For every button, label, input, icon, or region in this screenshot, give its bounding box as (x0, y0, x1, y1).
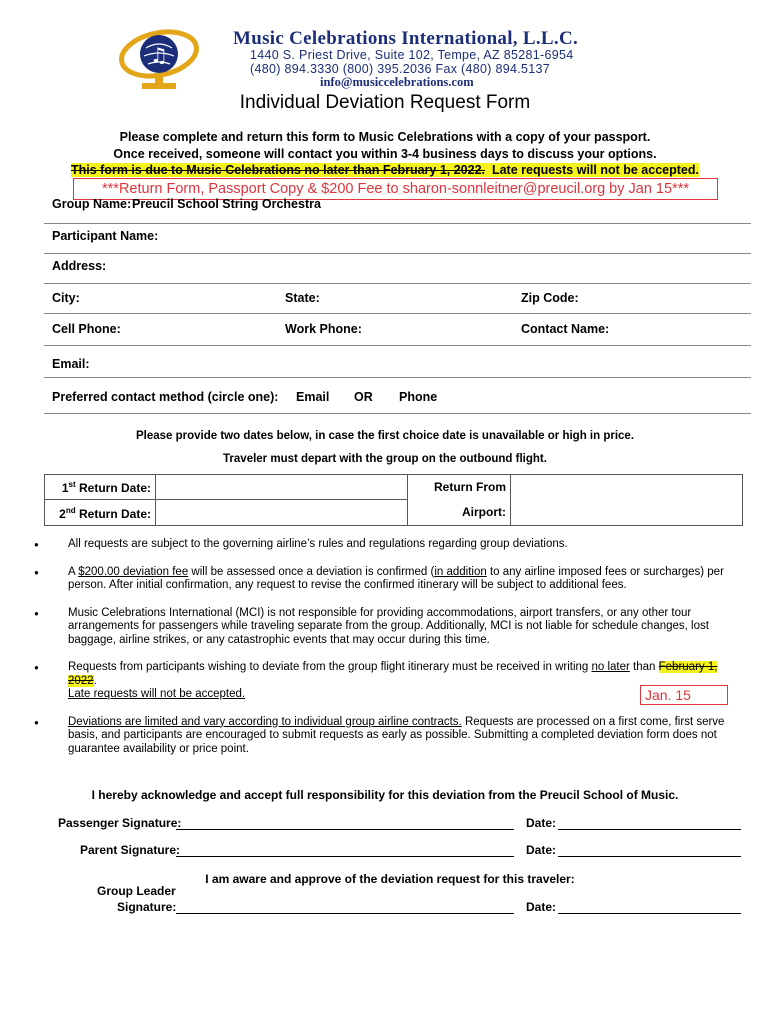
parent-date-label: Date: (526, 843, 557, 857)
group-leader-approval-text: I am aware and approve of the deviation request for this traveler: (205, 872, 575, 886)
first-return-date-input[interactable] (155, 475, 408, 500)
return-airport-input[interactable] (511, 475, 742, 525)
preferred-contact-row (44, 377, 751, 414)
terms-list (34, 538, 734, 756)
late-notice: Late requests will not be accepted. (491, 163, 699, 177)
state-label: State: (285, 291, 320, 305)
passenger-date-label: Date: (526, 816, 557, 830)
parent-signature-line[interactable] (176, 856, 514, 857)
participant-name-row[interactable] (44, 223, 751, 254)
contact-option-phone[interactable]: Phone (399, 390, 438, 404)
cell-phone-label: Cell Phone: (52, 322, 121, 336)
company-address: 1440 S. Priest Drive, Suite 102, Tempe, AZ 85281-6954 (250, 48, 574, 62)
intro-line-2: Once received, someone will contact you within 3-4 business days to discuss your options. (113, 147, 657, 161)
parent-signature-label: Parent Signature: (80, 843, 181, 857)
group-leader-date-line[interactable] (558, 913, 741, 914)
group-leader-label-2: Signature: (117, 900, 177, 914)
group-leader-signature-line[interactable] (176, 913, 514, 914)
phone-row[interactable] (44, 313, 751, 346)
address-row[interactable] (44, 253, 751, 284)
second-return-date-label: 2nd Return Date: (59, 506, 151, 521)
dates-intro-2: Traveler must depart with the group on the outbound flight. (223, 453, 547, 465)
return-from-label: Return From (434, 480, 506, 494)
parent-date-line[interactable] (558, 856, 741, 857)
due-date-struck: This form is due to Music Celebrations no later than February 1, 2022. (71, 163, 486, 177)
svg-text:♫: ♫ (150, 43, 168, 67)
address-label: Address: (52, 259, 107, 273)
due-date-notice (0, 163, 770, 177)
group-name-row[interactable] (44, 193, 751, 224)
intro-line-1: Please complete and return this form to Music Celebrations with a copy of your passport. (119, 130, 651, 144)
return-dates-table (44, 474, 743, 526)
passenger-signature-line[interactable] (176, 829, 514, 830)
passenger-signature-label: Passenger Signature: (58, 816, 182, 830)
term-mci-liability: ● Music Celebrations International (MCI) is not responsible for providing accommodations, airport transfers, or any other tour arrangements for passengers while traveling separate from the group. Additionally, MCI is not liable for schedule changes, lost baggage, airline strikes, or any catastrophic events that may occur during this time. (34, 607, 734, 648)
passenger-date-line[interactable] (558, 829, 741, 830)
city-row[interactable] (44, 283, 751, 314)
first-return-date-label: 1st Return Date: (61, 480, 151, 495)
email-label: Email: (52, 357, 90, 371)
return-instructions-annotation: ***Return Form, Passport Copy & $200 Fee to sharon-sonnleitner@preucil.org by Jan 15*** (73, 178, 718, 200)
deadline-annotation: Jan. 15 (640, 685, 728, 705)
work-phone-label: Work Phone: (285, 322, 362, 336)
globe-music-note-logo (118, 26, 200, 92)
email-row[interactable] (44, 345, 751, 378)
second-return-date-input[interactable] (155, 500, 408, 525)
airport-label: Airport: (462, 505, 506, 519)
preferred-contact-label: Preferred contact method (circle one): (52, 390, 279, 404)
company-name: Music Celebrations International, L.L.C. (233, 28, 579, 49)
participant-name-label: Participant Name: (52, 229, 159, 243)
company-phones: (480) 894.3330 (800) 395.2036 Fax (480) 894.5137 (250, 62, 551, 76)
zip-label: Zip Code: (521, 291, 579, 305)
company-email: info@musiccelebrations.com (320, 75, 474, 89)
dates-intro-1: Please provide two dates below, in case the first choice date is unavailable or high in price. (135, 430, 635, 442)
group-name-value: Preucil School String Orchestra (132, 197, 321, 211)
group-leader-date-label: Date: (526, 900, 557, 914)
contact-option-or: OR (354, 390, 373, 404)
term-airline-rules: ● All requests are subject to the governing airline’s rules and regulations regarding group deviations. (34, 538, 734, 552)
group-leader-label-1: Group Leader (97, 884, 176, 898)
form-title: Individual Deviation Request Form (239, 92, 531, 113)
contact-name-label: Contact Name: (521, 322, 610, 336)
term-deviation-fee: ● A $200.00 deviation fee will be assessed once a deviation is confirmed (in addition to any airline imposed fees or surcharges) per person. After initial confirmation, any request to revise the confirmed itinerary will be subject to additional fees. (34, 566, 734, 593)
term-airline-contracts: ● Deviations are limited and vary according to individual group airline contracts. Requests are processed on a first come, first serve basis, and participants are encouraged to submit requests as early as possible. Submitting a completed deviation form does not guarantee availability or price point. (34, 716, 734, 757)
city-label: City: (52, 291, 80, 305)
acknowledgement-text: I hereby acknowledge and accept full responsibility for this deviation from the Preucil School of Music. (91, 788, 679, 802)
term-deadline: ● Requests from participants wishing to deviate from the group flight itinerary must be received in writing no later than February 1, 2022. Late requests will not be accepted. (34, 661, 734, 702)
contact-option-email[interactable]: Email (296, 390, 330, 404)
group-name-label: Group Name: (52, 197, 132, 211)
